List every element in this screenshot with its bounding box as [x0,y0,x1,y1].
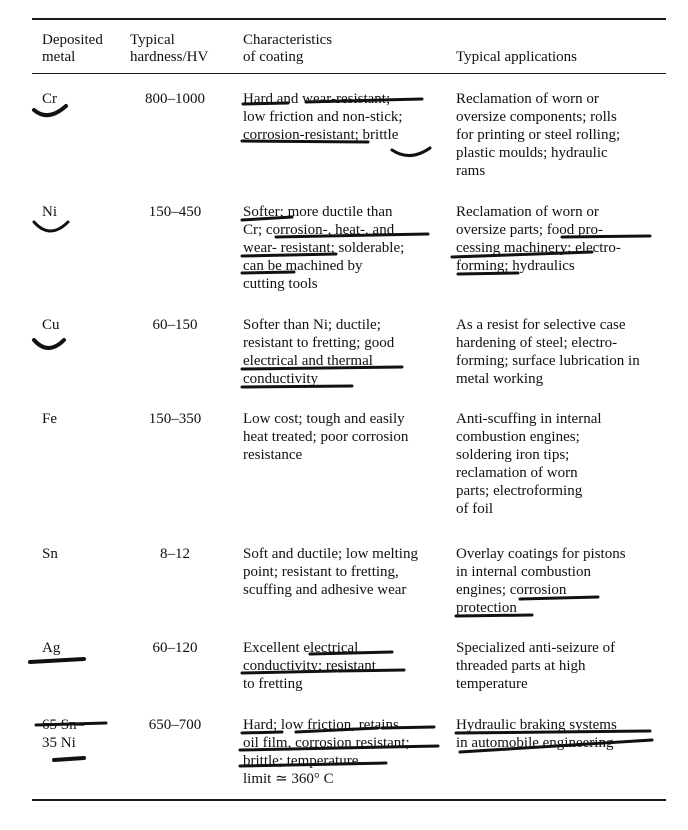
table-row-hardness-ni: 150–450 [148,204,202,220]
table-row-metal-cu: Cu [42,317,60,333]
table-row-characteristics-sn-ni: Hard; low friction, retains oil film, corrosion resistant; brittle; temperature limit ≃ 360° C [243,717,410,787]
pen-curl-cu [34,340,64,348]
pen-underline-ni-row [54,758,84,760]
table-row-characteristics-cu: Softer than Ni; ductile; resistant to fretting; good electrical and thermal conductivity [243,317,395,387]
table-row-metal-sn-ni: 65 Sn– 35 Ni [42,717,85,751]
table-header-rule [32,73,666,74]
pen-curl-ni [34,222,68,231]
header-deposited-metal: Deposited metal [42,32,103,65]
table-row-characteristics-ni: Softer; more ductile than Cr; corrosion-, heat-, and wear- resistant; solderable; can be machined by cutting tools [243,204,405,292]
table-row-hardness-cu: 60–150 [152,317,198,333]
table-bottom-rule [32,799,666,801]
table-row-applications-ni: Reclamation of worn or oversize parts; food pro- cessing machinery; electro- forming; hydraulics [456,204,621,274]
table-row-applications-ag: Specialized anti-seizure of threaded parts at high temperature [456,640,616,692]
table-row-hardness-fe: 150–350 [148,411,202,427]
table-row-characteristics-fe: Low cost; tough and easily heat treated; poor corrosion resistance [243,411,409,463]
table-row-hardness-sn: 8–12 [160,546,190,562]
pen-curl-cr-brittle [392,148,430,156]
table-row-applications-sn: Overlay coatings for pistons in internal combustion engines; corrosion protection [456,546,626,616]
table-row-applications-fe: Anti-scuffing in internal combustion engines; soldering iron tips; reclamation of worn parts; electroforming of foil [456,411,602,517]
table-row-characteristics-cr: Hard and wear-resistant; low friction and non-stick; corrosion-resistant; brittle [243,91,403,143]
table-row-metal-sn: Sn [42,546,58,562]
table-row-hardness-ag: 60–120 [152,640,198,656]
pen-underline-ag [30,659,84,662]
header-characteristics: Characteristics of coating [243,32,333,65]
table-row-metal-ni: Ni [42,204,57,220]
header-typical-applications: Typical applications [456,49,577,65]
table-top-rule [32,18,666,20]
header-typical-hardness: Typical hardness/HV [130,32,209,65]
table-row-applications-cr: Reclamation of worn or oversize components; rolls for printing or steel rolling; plastic moulds; hydraulic rams [456,91,621,179]
table-row-hardness-sn-ni: 650–700 [148,717,202,733]
table-row-characteristics-sn: Soft and ductile; low melting point; resistant to fretting, scuffing and adhesive wear [243,546,418,598]
table-row-applications-sn-ni: Hydraulic braking systems in automobile engineering [456,717,617,751]
table-row-metal-fe: Fe [42,411,57,427]
table-row-metal-cr: Cr [42,91,57,107]
table-row-applications-cu: As a resist for selective case hardening of steel; electro- forming; surface lubrication in metal working [456,317,640,387]
table-row-metal-ag: Ag [42,640,61,656]
table-row-hardness-cr: 800–1000 [145,91,205,107]
table-row-characteristics-ag: Excellent electrical conductivity; resistant to fretting [243,640,376,692]
